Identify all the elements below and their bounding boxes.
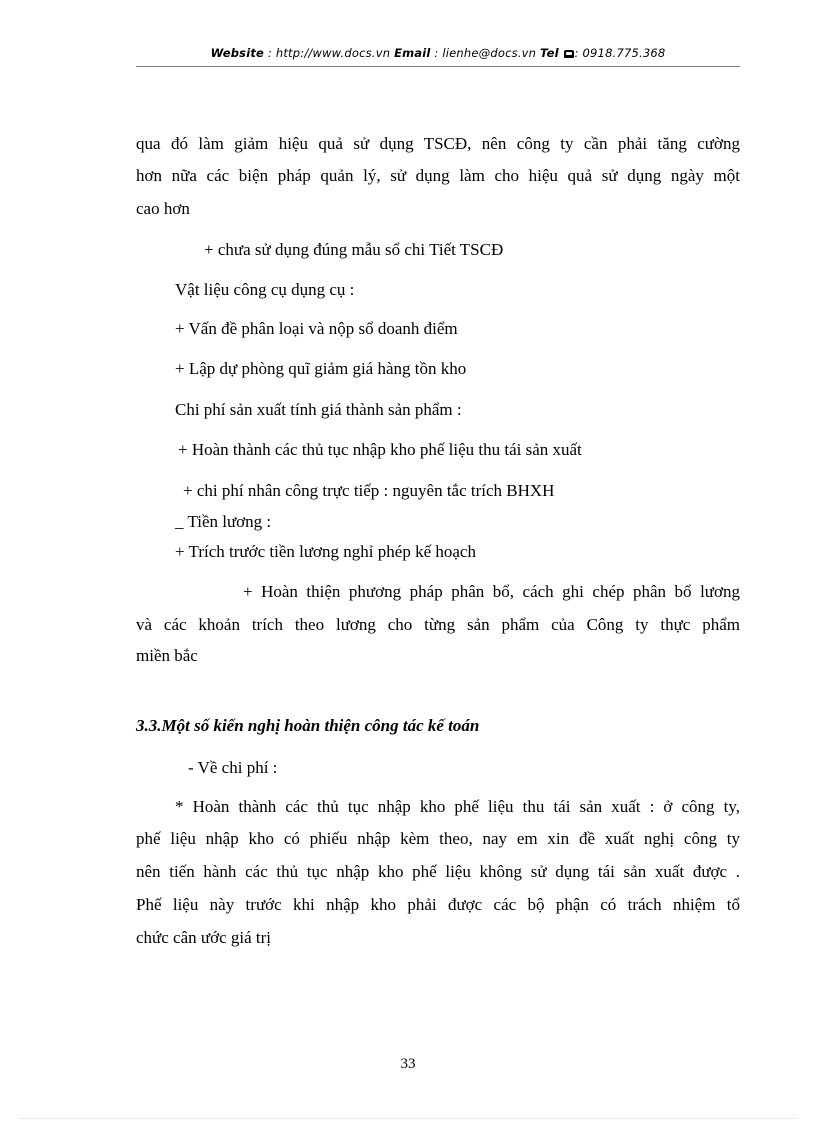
- header-divider: [136, 66, 740, 67]
- tel-value: : 0918.775.368: [574, 46, 666, 60]
- body-line: Vật liệu công cụ dụng cụ :: [175, 280, 355, 299]
- body-line: + Vấn đề phân loại và nộp sổ doanh điểm: [175, 319, 458, 338]
- body-line: Chi phí sản xuất tính giá thành sản phẩm :: [175, 400, 462, 419]
- email-value: : lienhe@docs.vn: [434, 46, 537, 60]
- body-line: và các khoản trích theo lương cho từng sản phẩm của Công ty thực phẩm: [136, 615, 740, 634]
- phone-icon: [564, 50, 574, 58]
- body-line: _ Tiền lương :: [175, 512, 272, 531]
- body-line: + Hoàn thành các thủ tục nhập kho phế liệu thu tái sản xuất: [178, 440, 582, 459]
- section-line: - Về chi phí :: [188, 758, 278, 777]
- body-line: qua đó làm giảm hiệu quả sử dụng TSCĐ, nên công ty cần phải tăng cường: [136, 134, 740, 153]
- section-line: phế liệu nhập kho có phiếu nhập kèm theo, nay em xin đề xuất nghị công ty: [136, 829, 740, 848]
- body-line: + Trích trước tiền lương nghỉ phép kế hoạch: [175, 542, 476, 561]
- body-line: hơn nữa các biện pháp quản lý, sử dụng làm cho hiệu quả sử dụng ngày một: [136, 166, 740, 185]
- section-line: chức cân ước giá trị: [136, 928, 272, 947]
- section-line: Phế liệu này trước khi nhập kho phải được các bộ phận có trách nhiệm tổ: [136, 895, 740, 914]
- body-line: + chưa sử dụng đúng mẫu sổ chi Tiết TSCĐ: [204, 240, 504, 259]
- section-line: nên tiến hành các thủ tục nhập kho phế liệu không sử dụng tái sản xuất được .: [136, 862, 740, 881]
- body-line: + Hoàn thiện phương pháp phân bổ, cách ghi chép phân bổ lương: [243, 582, 740, 601]
- page-number: 33: [400, 1056, 416, 1072]
- tel-label: Tel: [540, 46, 559, 60]
- email-label: Email: [394, 46, 431, 60]
- body-line: + chi phí nhân công trực tiếp : nguyên tắc trích BHXH: [183, 481, 555, 500]
- page-header: [136, 46, 740, 60]
- body-line: miền bắc: [136, 646, 198, 665]
- body-line: + Lập dự phòng quĩ giảm giá hàng tồn kho: [175, 359, 467, 378]
- section-heading: 3.3.Một số kiến nghị hoàn thiện công tác kế toán: [136, 716, 480, 735]
- website-label: Website: [210, 46, 265, 60]
- section-line: * Hoàn thành các thủ tục nhập kho phế liệu thu tái sản xuất : ở công ty,: [175, 797, 740, 816]
- footer-divider: [20, 1118, 796, 1119]
- body-line: cao hơn: [136, 199, 190, 218]
- website-value: : http://www.docs.vn: [267, 46, 391, 60]
